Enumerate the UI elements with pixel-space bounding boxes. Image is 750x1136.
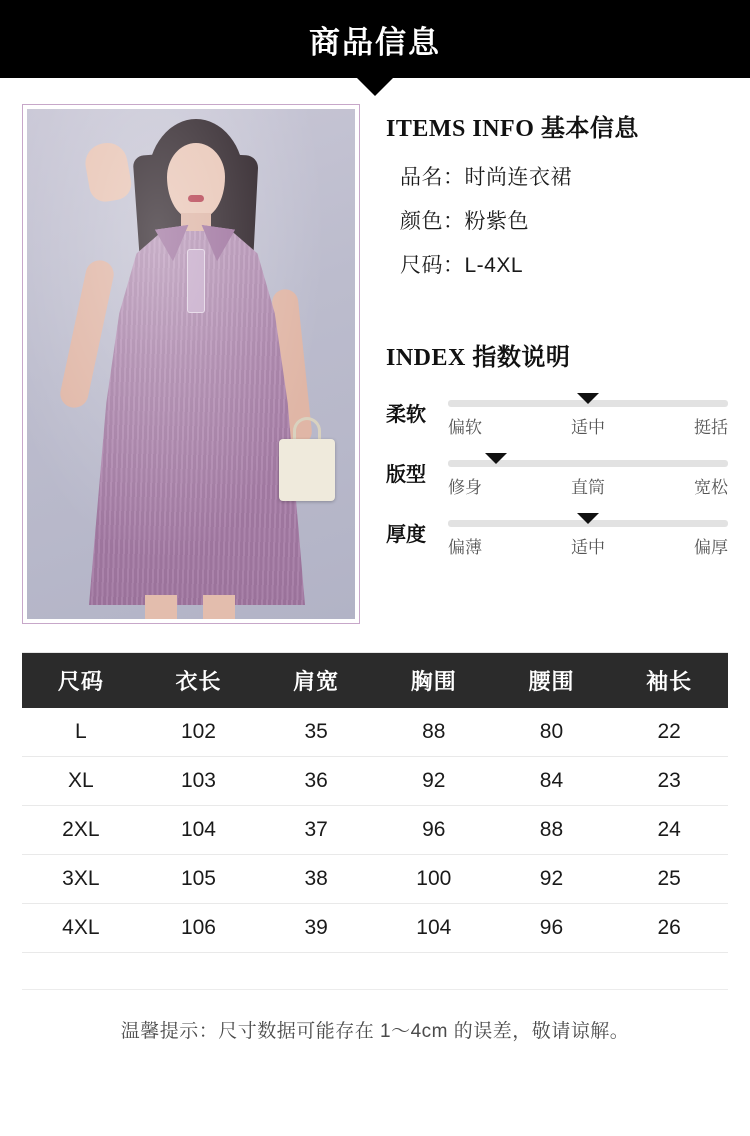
size-table-body bbox=[22, 708, 728, 953]
cell-size: 3XL bbox=[22, 855, 140, 904]
index-meter-thickness bbox=[442, 510, 728, 558]
cell-length: 106 bbox=[140, 904, 258, 953]
tick-softness-0: 偏软 bbox=[448, 418, 482, 437]
cell-waist: 88 bbox=[493, 806, 611, 855]
cell-size: 2XL bbox=[22, 806, 140, 855]
handbag-handle bbox=[293, 417, 321, 443]
meter-bar-thickness bbox=[448, 520, 728, 527]
cell-shoulder: 39 bbox=[257, 904, 375, 953]
table-row bbox=[22, 708, 728, 757]
table-row bbox=[22, 904, 728, 953]
col-header-waist: 腰围 bbox=[493, 653, 611, 708]
cell-sleeve: 26 bbox=[610, 904, 728, 953]
info-column bbox=[360, 104, 728, 624]
cell-bust: 92 bbox=[375, 757, 493, 806]
page-header bbox=[0, 0, 750, 78]
model-leg-left bbox=[145, 595, 177, 619]
product-image-frame bbox=[22, 104, 360, 624]
index-label-softness: 柔软 bbox=[386, 404, 426, 426]
cell-shoulder: 35 bbox=[257, 708, 375, 757]
cell-sleeve: 22 bbox=[610, 708, 728, 757]
tick-fit-2: 宽松 bbox=[694, 478, 728, 497]
table-row bbox=[22, 855, 728, 904]
tick-fit-0: 修身 bbox=[448, 478, 482, 497]
cell-size: 4XL bbox=[22, 904, 140, 953]
model-arm-right bbox=[271, 288, 313, 446]
cell-length: 104 bbox=[140, 806, 258, 855]
cell-bust: 88 bbox=[375, 708, 493, 757]
meter-marker-fit bbox=[485, 453, 507, 464]
meter-ticks-fit bbox=[448, 473, 728, 498]
model-hair-left bbox=[133, 154, 170, 284]
index-block bbox=[386, 337, 728, 558]
size-table bbox=[22, 653, 728, 953]
footer-note: 温馨提示：尺寸数据可能存在 1～4cm 的误差，敬请谅解。 bbox=[22, 989, 728, 1043]
cell-sleeve: 25 bbox=[610, 855, 728, 904]
cell-sleeve: 24 bbox=[610, 806, 728, 855]
size-table-head bbox=[22, 653, 728, 708]
col-header-length: 衣长 bbox=[140, 653, 258, 708]
tick-thickness-2: 偏厚 bbox=[694, 538, 728, 557]
cell-length: 105 bbox=[140, 855, 258, 904]
dress-placket bbox=[187, 249, 205, 313]
handbag bbox=[279, 439, 335, 501]
size-table-wrapper bbox=[22, 652, 728, 953]
col-header-shoulder: 肩宽 bbox=[257, 653, 375, 708]
col-header-bust: 胸围 bbox=[375, 653, 493, 708]
product-image bbox=[27, 109, 355, 619]
tick-softness-1: 适中 bbox=[571, 418, 605, 437]
tick-fit-1: 直筒 bbox=[571, 478, 605, 497]
cell-waist: 96 bbox=[493, 904, 611, 953]
index-row-fit bbox=[386, 450, 728, 498]
tick-softness-2: 挺括 bbox=[694, 418, 728, 437]
spec-product-name: 品名：时尚连衣裙 bbox=[400, 166, 572, 189]
cell-shoulder: 37 bbox=[257, 806, 375, 855]
model-neck bbox=[181, 213, 211, 239]
table-row bbox=[22, 806, 728, 855]
top-section bbox=[0, 78, 750, 624]
tick-thickness-0: 偏薄 bbox=[448, 538, 482, 557]
index-meter-fit bbox=[442, 450, 728, 498]
model-hair bbox=[148, 119, 244, 249]
meter-bar-fit bbox=[448, 460, 728, 467]
cell-bust: 100 bbox=[375, 855, 493, 904]
model-arm-left bbox=[58, 258, 117, 411]
dress-collar-left bbox=[155, 225, 193, 263]
cell-shoulder: 38 bbox=[257, 855, 375, 904]
cell-length: 102 bbox=[140, 708, 258, 757]
index-info-title: INDEX 指数说明 bbox=[386, 345, 571, 371]
model-hand-left bbox=[82, 140, 133, 204]
model-face bbox=[167, 143, 225, 219]
table-header-row bbox=[22, 653, 728, 708]
cell-bust: 104 bbox=[375, 904, 493, 953]
cell-bust: 96 bbox=[375, 806, 493, 855]
model-hair-right bbox=[219, 154, 258, 295]
index-row-thickness bbox=[386, 510, 728, 558]
index-meter-softness bbox=[442, 390, 728, 438]
cell-waist: 84 bbox=[493, 757, 611, 806]
col-header-size: 尺码 bbox=[22, 653, 140, 708]
table-row bbox=[22, 757, 728, 806]
header-arrow-decoration bbox=[357, 78, 393, 96]
tick-thickness-1: 适中 bbox=[571, 538, 605, 557]
spec-color: 颜色：粉紫色 bbox=[400, 210, 529, 233]
cell-size: XL bbox=[22, 757, 140, 806]
meter-marker-softness bbox=[577, 393, 599, 404]
spec-size-range: 尺码：L-4XL bbox=[400, 254, 524, 277]
items-info-title: ITEMS INFO 基本信息 bbox=[386, 116, 639, 142]
cell-size: L bbox=[22, 708, 140, 757]
cell-sleeve: 23 bbox=[610, 757, 728, 806]
meter-bar-softness bbox=[448, 400, 728, 407]
dress-body bbox=[89, 231, 305, 605]
meter-ticks-softness bbox=[448, 413, 728, 438]
cell-length: 103 bbox=[140, 757, 258, 806]
meter-marker-thickness bbox=[577, 513, 599, 524]
model-leg-right bbox=[203, 595, 235, 619]
cell-shoulder: 36 bbox=[257, 757, 375, 806]
index-label-thickness: 厚度 bbox=[386, 524, 426, 546]
index-label-fit: 版型 bbox=[386, 464, 426, 486]
page-title: 商品信息 bbox=[309, 24, 441, 60]
model-lips bbox=[188, 195, 204, 202]
col-header-sleeve: 袖长 bbox=[610, 653, 728, 708]
meter-ticks-thickness bbox=[448, 533, 728, 558]
index-row-softness bbox=[386, 390, 728, 438]
cell-waist: 92 bbox=[493, 855, 611, 904]
dress-collar-right bbox=[197, 225, 235, 263]
cell-waist: 80 bbox=[493, 708, 611, 757]
